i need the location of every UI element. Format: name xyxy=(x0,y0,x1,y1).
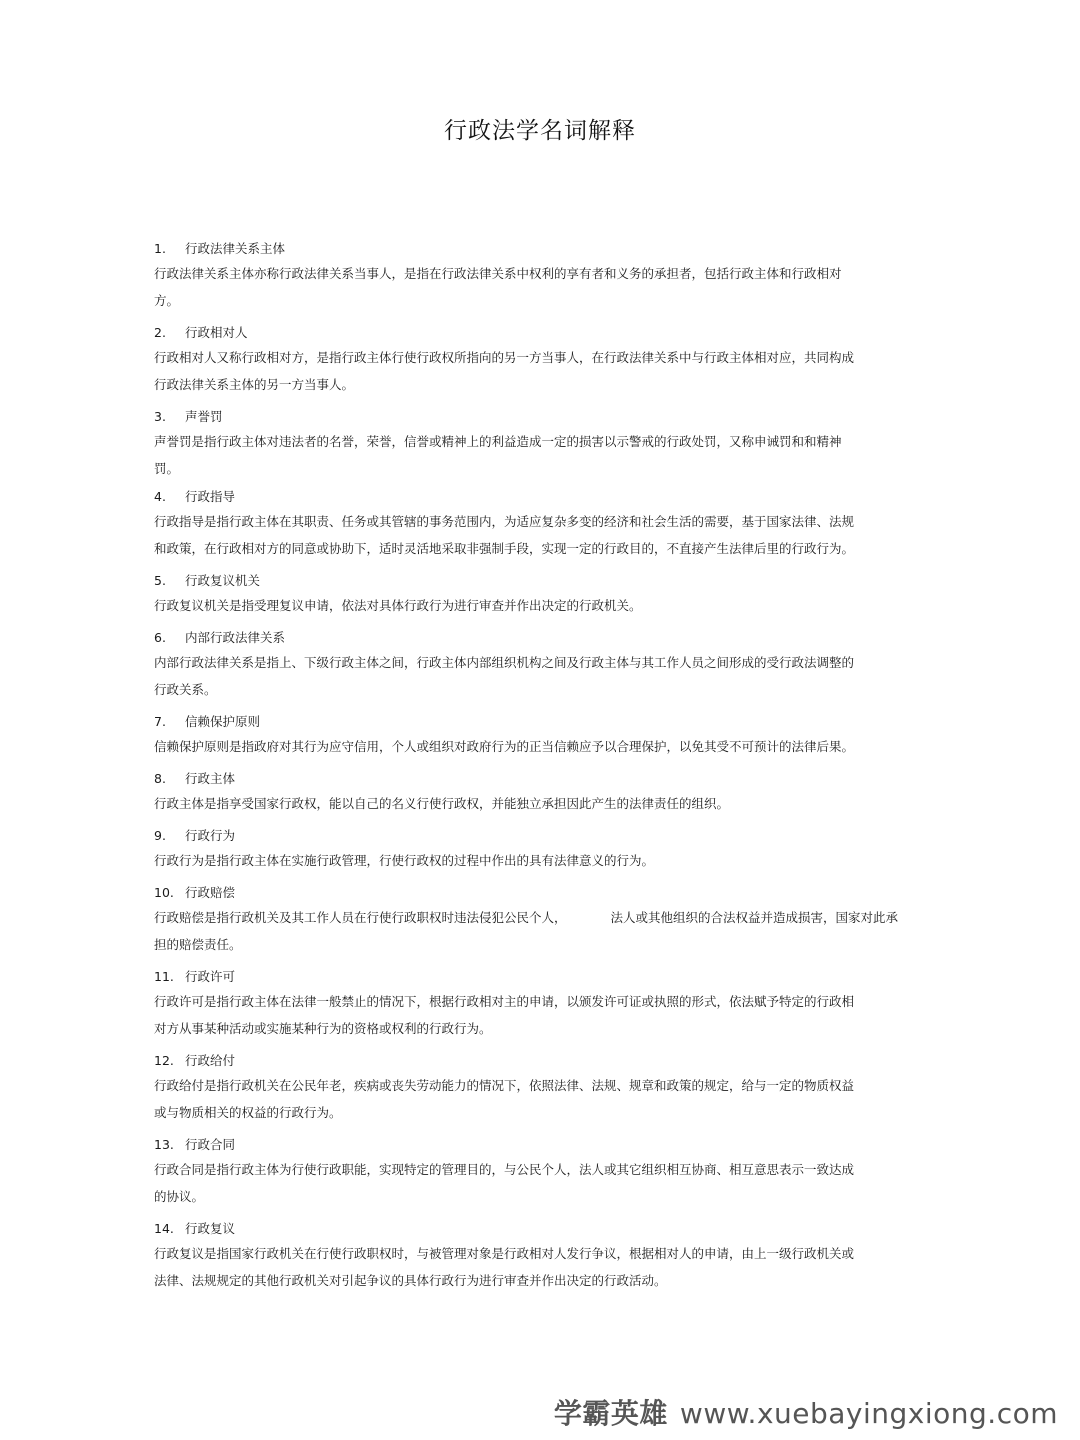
entry-list xyxy=(154,238,914,1302)
entry-definition xyxy=(154,904,904,958)
entry-number: 8. xyxy=(154,771,166,786)
entry-number: 2. xyxy=(154,325,166,340)
entry-number: 6. xyxy=(154,630,166,645)
entry xyxy=(154,406,914,482)
entry-definition: 行政主体是指享受国家行政权，能以自己的名义行使行政权，并能独立承担因此产生的法律责任的组织。 xyxy=(154,796,730,811)
entry-term: 行政主体 xyxy=(185,771,236,786)
entry xyxy=(154,711,914,760)
site-watermark xyxy=(554,1392,1058,1432)
entry-number: 3. xyxy=(154,409,166,424)
entry xyxy=(154,1218,914,1294)
entry-definition-part: 行政赔偿是指行政机关及其工作人员在行使行政职权时违法侵犯公民个人， xyxy=(154,910,567,925)
entry xyxy=(154,882,914,958)
entry-heading xyxy=(154,570,914,592)
entry xyxy=(154,570,914,619)
entry-definition: 行政合同是指行政主体为行使行政职能，实现特定的管理目的，与公民个人，法人或其它组织相互协商、相互意思表示一致达成的协议。 xyxy=(154,1162,855,1204)
entry xyxy=(154,627,914,703)
entry-term: 行政复议 xyxy=(185,1221,236,1236)
entry-heading xyxy=(154,1218,914,1240)
entry-definition: 行政指导是指行政主体在其职责、任务或其管辖的事务范围内，为适应复杂多变的经济和社会生活的需要，基于国家法律、法规和政策，在行政相对方的同意或协助下，适时灵活地采取非强制手段，实现一定的行政目的，不直接产生法律后里的行政行为。 xyxy=(154,514,855,556)
entry-definition: 行政许可是指行政主体在法律一般禁止的情况下，根据行政相对主的申请，以颁发许可证或执照的形式，依法赋予特定的行政相对方从事某种活动或实施某种行为的资格或权利的行政行为。 xyxy=(154,994,855,1036)
entry-term: 行政复议机关 xyxy=(185,573,261,588)
entry-number: 12. xyxy=(154,1053,174,1068)
entry-term: 声誉罚 xyxy=(185,409,223,424)
entry-definition: 声誉罚是指行政主体对违法者的名誉，荣誉，信誉或精神上的利益造成一定的损害以示警戒的行政处罚，又称申诫罚和和精神罚。 xyxy=(154,434,842,476)
entry-number: 13. xyxy=(154,1137,174,1152)
entry-heading xyxy=(154,486,914,508)
entry-term: 行政赔偿 xyxy=(185,885,236,900)
entry-heading xyxy=(154,882,914,904)
entry xyxy=(154,768,914,817)
entry-heading xyxy=(154,768,914,790)
entry-definition: 行政法律关系主体亦称行政法律关系当事人，是指在行政法律关系中权利的享有者和义务的承担者，包括行政主体和行政相对方。 xyxy=(154,266,842,308)
entry-definition: 行政给付是指行政机关在公民年老，疾病或丧失劳动能力的情况下，依照法律、法规、规章和政策的规定，给与一定的物质权益或与物质相关的权益的行政行为。 xyxy=(154,1078,855,1120)
entry xyxy=(154,966,914,1042)
entry xyxy=(154,1050,914,1126)
entry xyxy=(154,238,914,314)
entry-heading xyxy=(154,627,914,649)
entry-definition: 行政行为是指行政主体在实施行政管理，行使行政权的过程中作出的具有法律意义的行为。 xyxy=(154,853,655,868)
entry-heading xyxy=(154,966,914,988)
entry-heading xyxy=(154,322,914,344)
entry-heading xyxy=(154,711,914,733)
entry-term: 内部行政法律关系 xyxy=(185,630,286,645)
watermark-brand: 学霸英雄 xyxy=(553,1397,668,1430)
entry-term: 行政给付 xyxy=(185,1053,236,1068)
entry-definition: 行政复议机关是指受理复议申请，依法对具体行政行为进行审查并作出决定的行政机关。 xyxy=(154,598,642,613)
entry-number: 7. xyxy=(154,714,166,729)
entry-definition: 信赖保护原则是指政府对其行为应守信用，个人或组织对政府行为的正当信赖应予以合理保护，以免其受不可预计的法律后果。 xyxy=(154,739,855,754)
entry-number: 14. xyxy=(154,1221,174,1236)
entry-definition: 行政复议是指国家行政机关在行使行政职权时，与被管理对象是行政相对人发行争议，根据相对人的申请，由上一级行政机关或法律、法规规定的其他行政机关对引起争议的具体行政行为进行审查并作出决定的行政活动。 xyxy=(154,1246,855,1288)
entry-number: 4. xyxy=(154,489,166,504)
watermark-url: www.xuebayingxiong.com xyxy=(679,1397,1058,1430)
entry xyxy=(154,1134,914,1210)
entry xyxy=(154,486,914,562)
entry-term: 行政指导 xyxy=(185,489,236,504)
entry-number: 10. xyxy=(154,885,174,900)
entry-heading xyxy=(154,238,914,260)
entry-term: 信赖保护原则 xyxy=(185,714,261,729)
entry-heading xyxy=(154,1050,914,1072)
entry-number: 11. xyxy=(154,969,174,984)
entry xyxy=(154,322,914,398)
document-title: 行政法学名词解释 xyxy=(444,118,636,144)
entry-term: 行政相对人 xyxy=(185,325,248,340)
entry-definition-part: 法人或其他组织的合法权益并造成损害，国家对此承担的赔偿责任。 xyxy=(154,910,899,952)
entry-term: 行政法律关系主体 xyxy=(185,241,286,256)
entry-number: 5. xyxy=(154,573,166,588)
entry-term: 行政行为 xyxy=(185,828,236,843)
entry-number: 9. xyxy=(154,828,166,843)
entry-heading xyxy=(154,825,914,847)
entry-definition: 内部行政法律关系是指上、下级行政主体之间，行政主体内部组织机构之间及行政主体与其工作人员之间形成的受行政法调整的行政关系。 xyxy=(154,655,855,697)
entry-term: 行政合同 xyxy=(185,1137,236,1152)
entry-heading xyxy=(154,1134,914,1156)
entry xyxy=(154,825,914,874)
entry-term: 行政许可 xyxy=(185,969,236,984)
entry-heading xyxy=(154,406,914,428)
entry-definition: 行政相对人又称行政相对方，是指行政主体行使行政权所指向的另一方当事人，在行政法律关系中与行政主体相对应，共同构成行政法律关系主体的另一方当事人。 xyxy=(154,350,855,392)
entry-number: 1. xyxy=(154,241,166,256)
